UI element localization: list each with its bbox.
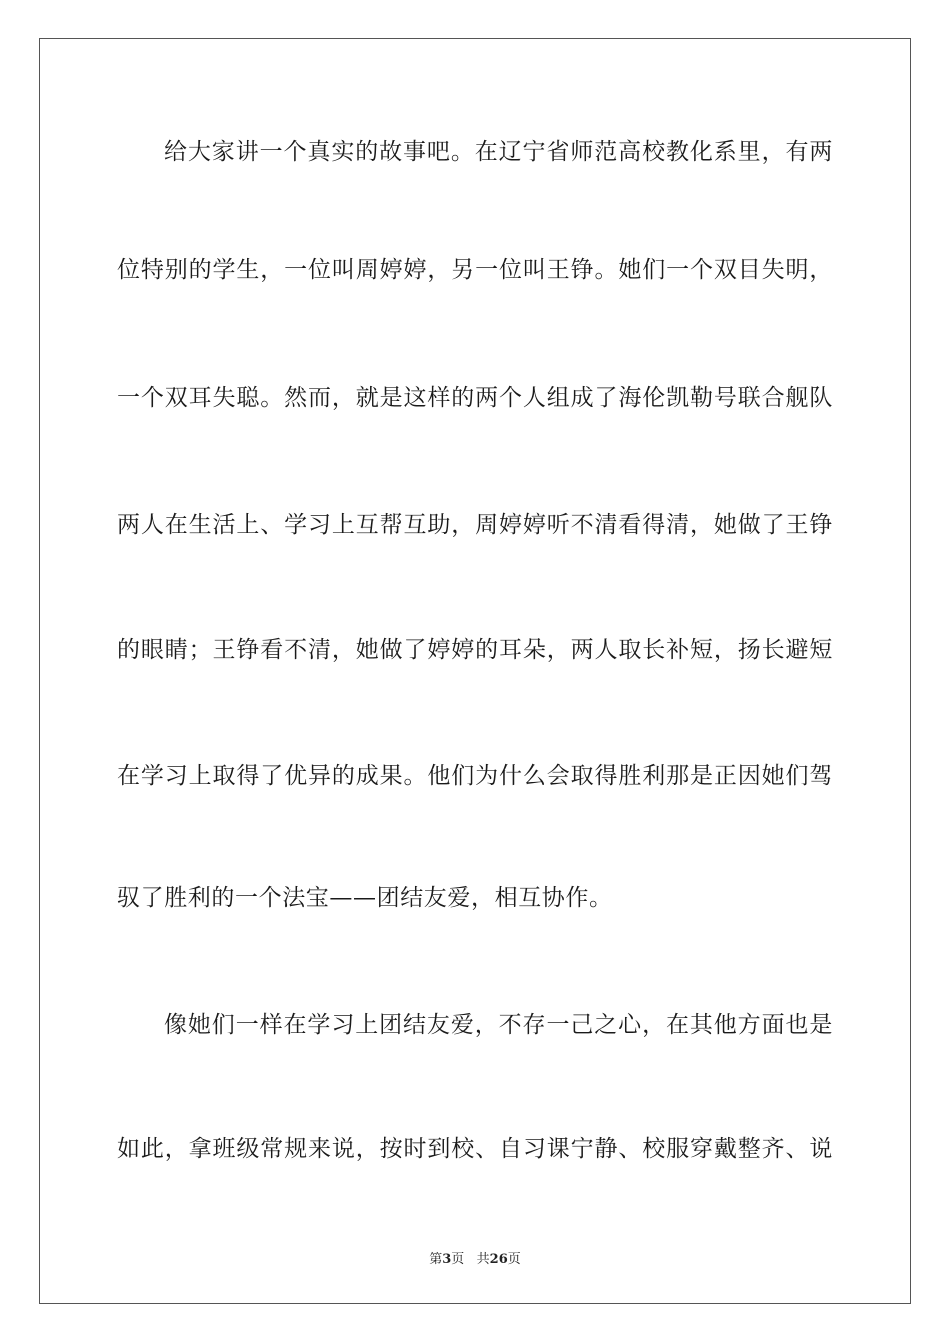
paragraph-1-line-1: 给大家讲一个真实的故事吧。在辽宁省师范高校教化系里，有两 (164, 139, 833, 165)
footer-total-pages: 26 (489, 1252, 508, 1267)
paragraph-1-line-6: 在学习上取得了优异的成果。他们为什么会取得胜利那是正因她们驾 (117, 763, 833, 789)
footer-middle: 页 共 (451, 1252, 490, 1267)
page-border (39, 38, 911, 1304)
paragraph-1-line-4: 两人在生活上、学习上互帮互助，周婷婷听不清看得清，她做了王铮 (117, 512, 833, 538)
footer-current-page: 3 (442, 1252, 452, 1267)
paragraph-1-line-3: 一个双耳失聪。然而，就是这样的两个人组成了海伦凯勒号联合舰队 (117, 385, 833, 411)
paragraph-1-line-5: 的眼睛；王铮看不清，她做了婷婷的耳朵，两人取长补短，扬长避短 (117, 637, 833, 663)
paragraph-1-line-7: 驭了胜利的一个法宝——团结友爱，相互协作。 (117, 885, 613, 911)
paragraph-2-line-1: 像她们一样在学习上团结友爱，不存一己之心，在其他方面也是 (164, 1012, 833, 1038)
footer-suffix: 页 (507, 1252, 521, 1267)
footer-prefix: 第 (429, 1252, 443, 1267)
page-footer (0, 1248, 950, 1267)
paragraph-2-line-2: 如此，拿班级常规来说，按时到校、自习课宁静、校服穿戴整齐、说 (117, 1136, 833, 1162)
paragraph-1-line-2: 位特别的学生，一位叫周婷婷，另一位叫王铮。她们一个双目失明， (117, 257, 833, 283)
